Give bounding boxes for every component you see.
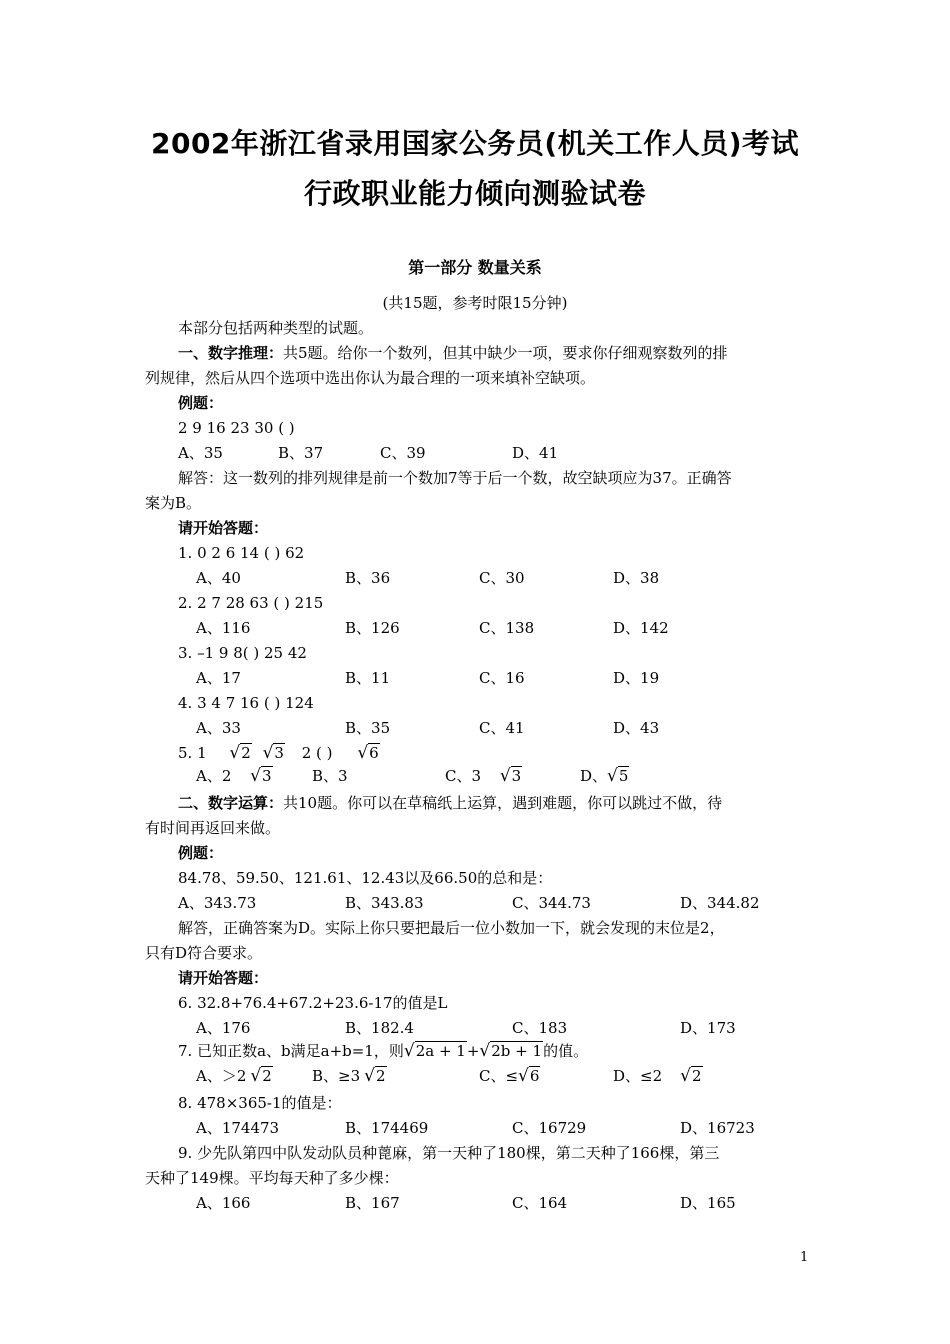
radical-sign-icon: √	[499, 766, 511, 786]
radical-sign-icon: √	[229, 743, 241, 763]
radicand: 2a + 1	[415, 1042, 466, 1060]
q8-option-b: B、174469	[345, 1119, 429, 1137]
q5-option-c-label: C、3	[445, 767, 482, 785]
q5-option-d-label: D、	[580, 767, 608, 785]
q1-option-c: C、30	[479, 569, 525, 587]
q4-option-b: B、35	[345, 719, 391, 737]
section2-answer-l1: 解答，正确答案为D。实际上你只要把最后一位小数加一下，就会发现的末位是2，	[178, 919, 725, 937]
exam-title-line1: 2002年浙江省录用国家公务员(机关工作人员)考试	[150, 127, 800, 160]
part-note: (共15题，参考时限15分钟)	[382, 294, 568, 312]
example-option-b: B、37	[278, 444, 324, 462]
sqrt-2	[229, 743, 251, 763]
sqrt-2b-plus-1	[479, 1041, 543, 1061]
radical-sign-icon: √	[680, 1066, 691, 1086]
section1-line1	[178, 343, 728, 363]
section2-heading: 二、数字运算：	[178, 794, 284, 812]
q7-option-d-label: D、≤2	[613, 1067, 663, 1085]
q2-option-b: B、126	[345, 619, 400, 637]
q5-number: 5. 1	[178, 744, 207, 762]
q5-option-d	[580, 766, 629, 786]
radical-sign-icon: √	[607, 766, 618, 786]
example2-option-c: C、344.73	[512, 894, 591, 912]
section1-text-l1: 共5题。给你一个数列，但其中缺少一项，要求你仔细观察数列的排	[283, 344, 728, 362]
intro-text: 本部分包括两种类型的试题。	[178, 319, 374, 337]
section2-text-l2: 有时间再返回来做。	[145, 819, 281, 837]
q6-option-b: B、182.4	[345, 1019, 414, 1037]
section2-start-label: 请开始答题：	[178, 969, 269, 987]
radical-sign-icon: √	[518, 1066, 529, 1086]
radicand: 2b + 1	[491, 1042, 543, 1060]
q7-stem-end: 的值。	[543, 1042, 589, 1060]
radical-sign-icon: √	[250, 1066, 262, 1086]
q7-option-c	[479, 1066, 540, 1086]
radicand: 6	[529, 1067, 540, 1085]
example-option-d: D、41	[512, 444, 559, 462]
q9-option-a: A、166	[196, 1194, 251, 1212]
radicand: 2	[691, 1067, 702, 1085]
q3-option-a: A、17	[196, 669, 241, 687]
example2-option-d: D、344.82	[680, 894, 760, 912]
q8-option-c: C、16729	[512, 1119, 587, 1137]
radicand: 3	[511, 767, 522, 785]
section1-text-l2: 列规律，然后从四个选项中选出你认为最合理的一项来填补空缺项。	[145, 369, 596, 387]
sqrt-3	[263, 743, 285, 763]
exam-title-line2: 行政职业能力倾向测验试卷	[303, 177, 646, 210]
sqrt-3	[500, 766, 522, 786]
q9-option-b: B、167	[345, 1194, 400, 1212]
q7-plus: +	[466, 1042, 480, 1060]
sqrt-5	[607, 766, 629, 786]
q2-option-d: D、142	[613, 619, 669, 637]
q2-option-c: C、138	[479, 619, 535, 637]
q7-option-d	[613, 1066, 703, 1086]
part-title: 第一部分 数量关系	[408, 258, 542, 277]
q7-option-a	[196, 1066, 273, 1086]
sqrt-2a-plus-1	[404, 1041, 467, 1061]
q4-option-a: A、33	[196, 719, 241, 737]
example-option-c: C、39	[380, 444, 426, 462]
q5-option-b: B、3	[312, 767, 348, 785]
q9-option-c: C、164	[512, 1194, 568, 1212]
q4-option-d: D、43	[613, 719, 660, 737]
q6-option-a: A、176	[196, 1019, 251, 1037]
q1-option-b: B、36	[345, 569, 391, 587]
section1-answer-l2: 案为B。	[145, 494, 202, 512]
example-option-a: A、35	[178, 444, 223, 462]
radical-sign-icon: √	[357, 743, 369, 763]
sqrt-6	[357, 743, 379, 763]
question-1-stem: 1. 0 2 6 14 ( ) 62	[178, 544, 305, 562]
q8-option-d: D、16723	[680, 1119, 755, 1137]
radical-sign-icon: √	[262, 743, 274, 763]
sqrt-6	[518, 1066, 540, 1086]
question-5-stem	[178, 743, 380, 763]
q8-option-a: A、174473	[196, 1119, 280, 1137]
q5-option-c	[445, 766, 522, 786]
question-9-stem-l2: 天种了149棵。平均每天种了多少棵：	[145, 1169, 399, 1187]
sqrt-2	[250, 1066, 272, 1086]
question-7-stem	[178, 1041, 588, 1061]
q7-option-a-label: A、＞2	[196, 1067, 247, 1085]
example2-option-b: B、343.83	[345, 894, 424, 912]
radicand: 2	[241, 744, 251, 762]
section2-text-l1: 共10题。你可以在草稿纸上运算，遇到难题，你可以跳过不做，待	[283, 794, 723, 812]
q4-option-c: C、41	[479, 719, 525, 737]
question-8-stem: 8. 478×365-1的值是：	[178, 1094, 342, 1112]
q9-option-d: D、165	[680, 1194, 736, 1212]
question-9-stem-l1: 9. 少先队第四中队发动队员种蓖麻，第一天种了180棵，第二天种了166棵，第三	[178, 1144, 720, 1162]
sqrt-2	[680, 1066, 702, 1086]
sqrt-2	[364, 1066, 386, 1086]
q7-option-c-label: C、≤	[479, 1067, 519, 1085]
q1-option-d: D、38	[613, 569, 660, 587]
q1-option-a: A、40	[196, 569, 241, 587]
section1-example-label: 例题：	[178, 394, 224, 412]
radical-sign-icon: √	[364, 1066, 375, 1086]
q7-stem-start: 7. 已知正数a、b满足a+b=1，则	[178, 1042, 404, 1060]
radicand: 6	[369, 744, 379, 762]
section1-start-label: 请开始答题：	[178, 519, 269, 537]
radicand: 3	[274, 744, 284, 762]
radical-sign-icon: √	[403, 1041, 415, 1061]
radicand: 2	[262, 1067, 272, 1085]
section1-heading: 一、数字推理：	[178, 344, 284, 362]
section2-line1	[178, 793, 722, 813]
page-number: 1	[800, 1250, 809, 1265]
section1-answer-l1: 解答：这一数列的排列规律是前一个数加7等于后一个数，故空缺项应为37。正确答	[178, 469, 732, 487]
question-2-stem: 2. 2 7 28 63 ( ) 215	[178, 594, 324, 612]
radicand: 5	[618, 767, 629, 785]
section2-example-question: 84.78、59.50、121.61、12.43以及66.50的总和是：	[178, 869, 553, 887]
sqrt-3	[250, 766, 272, 786]
q3-option-d: D、19	[613, 669, 660, 687]
section2-example-label: 例题：	[178, 844, 224, 862]
example2-option-a: A、343.73	[178, 894, 257, 912]
section2-answer-l2: 只有D符合要求。	[145, 944, 263, 962]
radical-sign-icon: √	[479, 1041, 491, 1061]
section1-example-sequence: 2 9 16 23 30 ( )	[178, 419, 295, 437]
q6-option-c: C、183	[512, 1019, 568, 1037]
q7-option-b	[312, 1066, 387, 1086]
q5-option-a	[196, 766, 273, 786]
radicand: 3	[262, 767, 272, 785]
radical-sign-icon: √	[250, 766, 262, 786]
q3-option-b: B、11	[345, 669, 391, 687]
radicand: 2	[375, 1067, 386, 1085]
question-6-stem: 6. 32.8+76.4+67.2+23.6-17的值是L	[178, 994, 448, 1012]
q7-option-b-label: B、≥3	[312, 1067, 361, 1085]
question-4-stem: 4. 3 4 7 16 ( ) 124	[178, 694, 314, 712]
q3-option-c: C、16	[479, 669, 525, 687]
q5-middle: 2 ( )	[301, 744, 333, 762]
q6-option-d: D、173	[680, 1019, 736, 1037]
question-3-stem: 3. –1 9 8( ) 25 42	[178, 644, 307, 662]
q2-option-a: A、116	[196, 619, 251, 637]
q5-option-a-label: A、2	[196, 767, 232, 785]
